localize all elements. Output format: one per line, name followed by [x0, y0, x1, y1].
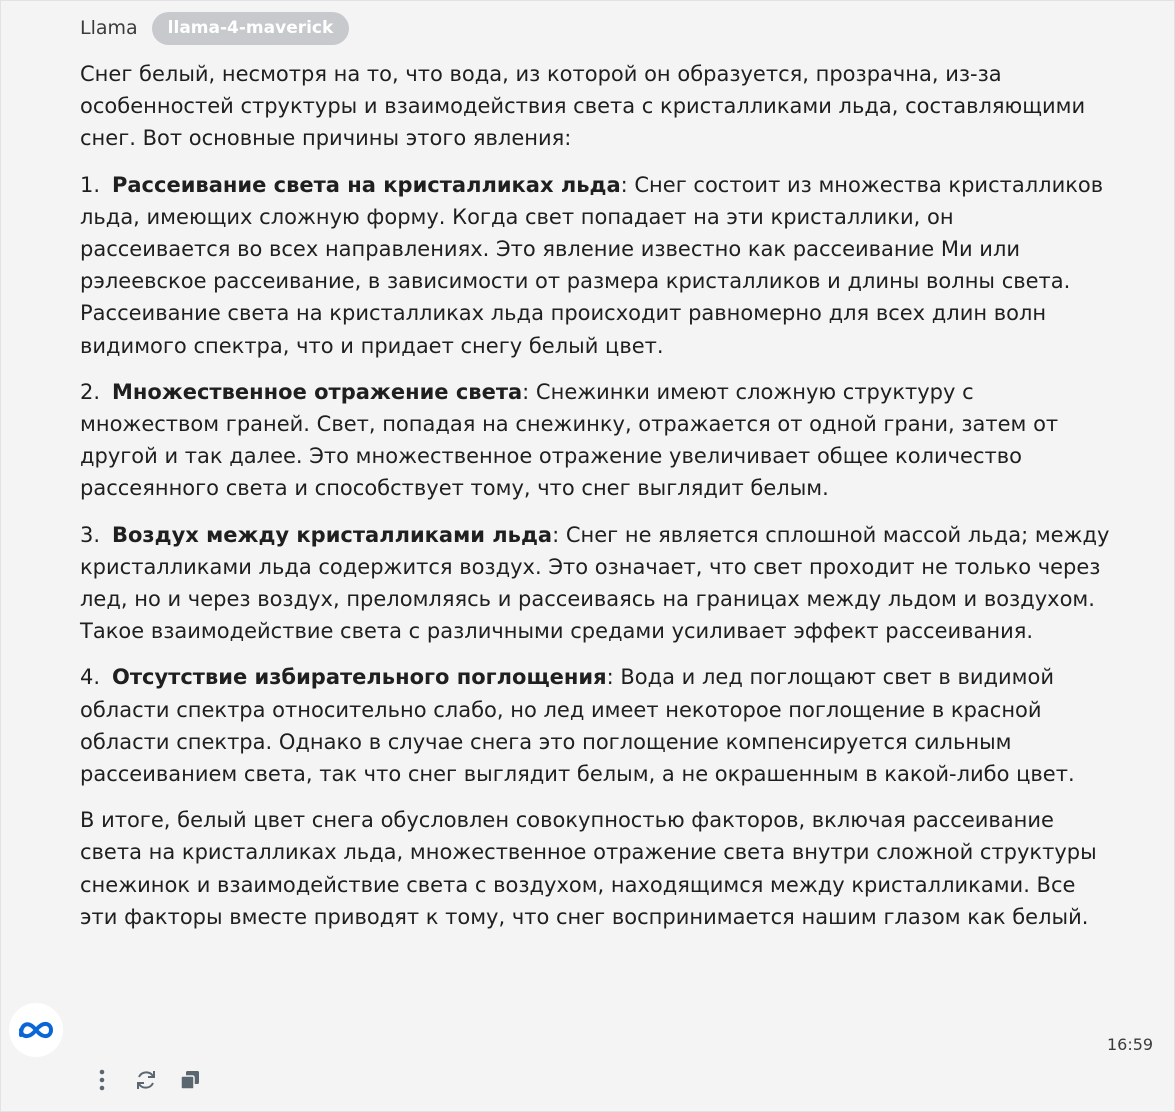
list-item-text: : Снежинки имеют сложную структуру с множеством граней. Свет, попадая на снежинку, отражается от одной грани, затем от другой и так далее. Это множественное отражение увеличивает общее количество рассеянного света и способствует тому, что снег выглядит белым.	[80, 379, 1059, 501]
list-item	[80, 169, 1110, 362]
list-item-text: : Снег не является сплошной массой льда; между кристалликами льда содержится воздух. Это означает, что свет проходит не только через лед, но и через воздух, преломляясь и рассеиваясь на границах между льдом и воздухом. Такое взаимодействие света с различными средами усиливает эффект рассеивания.	[80, 522, 1110, 644]
avatar	[9, 1003, 63, 1057]
list-item-number: 2.	[80, 379, 101, 404]
regenerate-icon	[134, 1068, 158, 1092]
more-vertical-icon	[99, 1069, 105, 1091]
more-options-button[interactable]	[89, 1066, 115, 1094]
regenerate-button[interactable]	[133, 1066, 159, 1094]
message-timestamp: 16:59	[1107, 1035, 1154, 1054]
list-item-title: Отсутствие избирательного поглощения	[112, 665, 607, 690]
model-badge: llama-4-maverick	[152, 12, 350, 45]
list-item-title: Воздух между кристалликами льда	[112, 522, 553, 547]
message-intro: Снег белый, несмотря на то, что вода, из которой он образуется, прозрачна, из-за особенностей структуры и взаимодействия света с кристалликами льда, составляющими снег. Вот основные причины этого явления:	[80, 62, 1086, 151]
list-item-title: Рассеивание света на кристалликах льда	[112, 172, 621, 197]
reasons-list	[80, 169, 1110, 791]
list-item-number: 1.	[80, 172, 101, 197]
list-item	[80, 376, 1110, 505]
list-item-text: : Вода и лед поглощают свет в видимой области спектра относительно слабо, но лед имеет некоторое поглощение в красной области спектра. Однако в случае снега это поглощение компенсируется сильным рассеиванием света, так что снег выглядит белым, а не окрашенным в какой-либо цвет.	[80, 665, 1075, 787]
list-item-number: 3.	[80, 522, 101, 547]
sender-name: Llama	[80, 17, 138, 39]
message-conclusion: В итоге, белый цвет снега обусловлен совокупностью факторов, включая рассеивание света на кристалликах льда, множественное отражение света внутри сложной структуры снежинок и взаимодействие света с воздухом, находящимся между кристалликами. Все эти факторы вместе приводят к тому, что снег воспринимается нашим глазом как белый.	[80, 808, 1097, 929]
message-header	[80, 11, 349, 45]
list-item-title: Множественное отражение света	[112, 379, 523, 404]
message-actions	[89, 1066, 203, 1094]
list-item	[80, 519, 1110, 648]
copy-icon	[178, 1068, 202, 1092]
list-item	[80, 661, 1110, 790]
message-body	[80, 58, 1110, 947]
list-item-text: : Снег состоит из множества кристалликов льда, имеющих сложную форму. Когда свет попадает на эти кристаллики, он рассеивается во всех направлениях. Это явление известно как рассеивание Ми или рэлеевское рассеивание, в зависимости от размера кристалликов и длины волны света. Рассеивание света на кристалликах льда происходит равномерно для всех длин волн видимого спектра, что и придает снегу белый цвет.	[80, 172, 1104, 358]
list-item-number: 4.	[80, 665, 101, 690]
copy-button[interactable]	[177, 1066, 203, 1094]
meta-logo-icon	[17, 1018, 55, 1042]
